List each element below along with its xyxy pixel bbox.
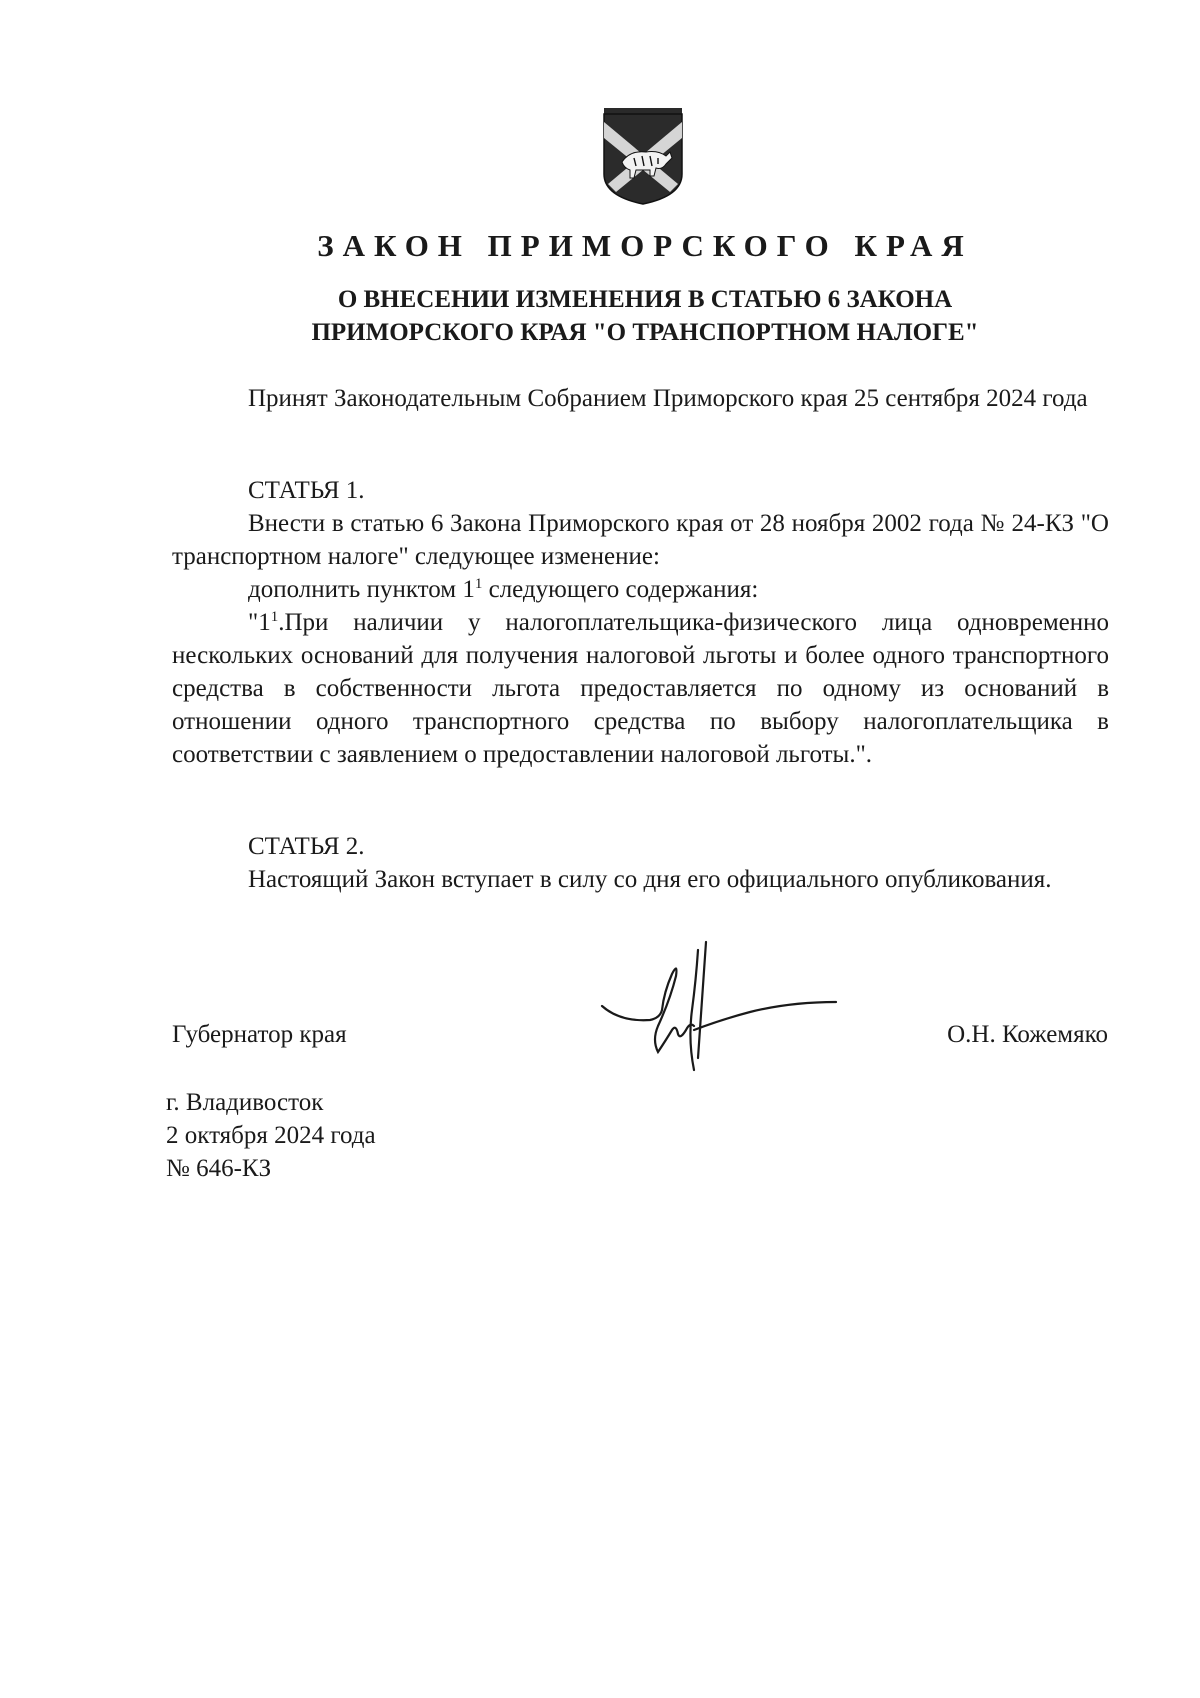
quote-sup: 1 [270, 609, 279, 625]
footer-number: № 646-КЗ [166, 1155, 272, 1182]
handwritten-signature [600, 940, 840, 1080]
quote-text: .При наличии у налогоплательщика-физического лица одновременно нескольких оснований для получения налоговой льготы и более одного транспортного средства в собственности льгота предоставляется по одному из оснований в отношении одного транспортного средства по выбору налогоплательщика в соответствии с заявлением о предоставлении налоговой льготы.". [172, 609, 1109, 768]
subtitle-line-1: О ВНЕСЕНИИ ИЗМЕНЕНИЯ В СТАТЬЮ 6 ЗАКОНА [337, 286, 953, 313]
footer-city: г. Владивосток [166, 1089, 324, 1116]
article-2-text: Настоящий Закон вступает в силу со дня его официального опубликования. [248, 866, 1052, 893]
article-1-addition [172, 573, 1109, 606]
article-1-heading: СТАТЬЯ 1. [248, 477, 365, 504]
signatory-role: Губернатор края [172, 1021, 347, 1048]
addition-sup: 1 [474, 576, 483, 592]
signatory-name: О.Н. Кожемяко [947, 1021, 1108, 1048]
addition-post: следующего содержания: [482, 576, 759, 603]
article-2-heading: СТАТЬЯ 2. [248, 833, 365, 860]
adoption-note: Принят Законодательным Собранием Приморского края 25 сентября 2024 года [248, 385, 1088, 412]
law-title: ЗАКОН ПРИМОРСКОГО КРАЯ [317, 228, 973, 263]
addition-pre: дополнить пунктом 1 [248, 576, 475, 603]
article-1-quote [172, 606, 1109, 771]
footer-date: 2 октября 2024 года [166, 1122, 376, 1149]
primorsky-krai-coat-of-arms-icon [600, 104, 686, 206]
law-subtitle [200, 283, 1090, 349]
quote-open: "1 [248, 609, 271, 636]
subtitle-line-2: ПРИМОРСКОГО КРАЯ "О ТРАНСПОРТНОМ НАЛОГЕ" [311, 319, 979, 346]
article-1-intro: Внести в статью 6 Закона Приморского края от 28 ноября 2002 года № 24-КЗ "О транспортном налоге" следующее изменение: [172, 510, 1109, 570]
